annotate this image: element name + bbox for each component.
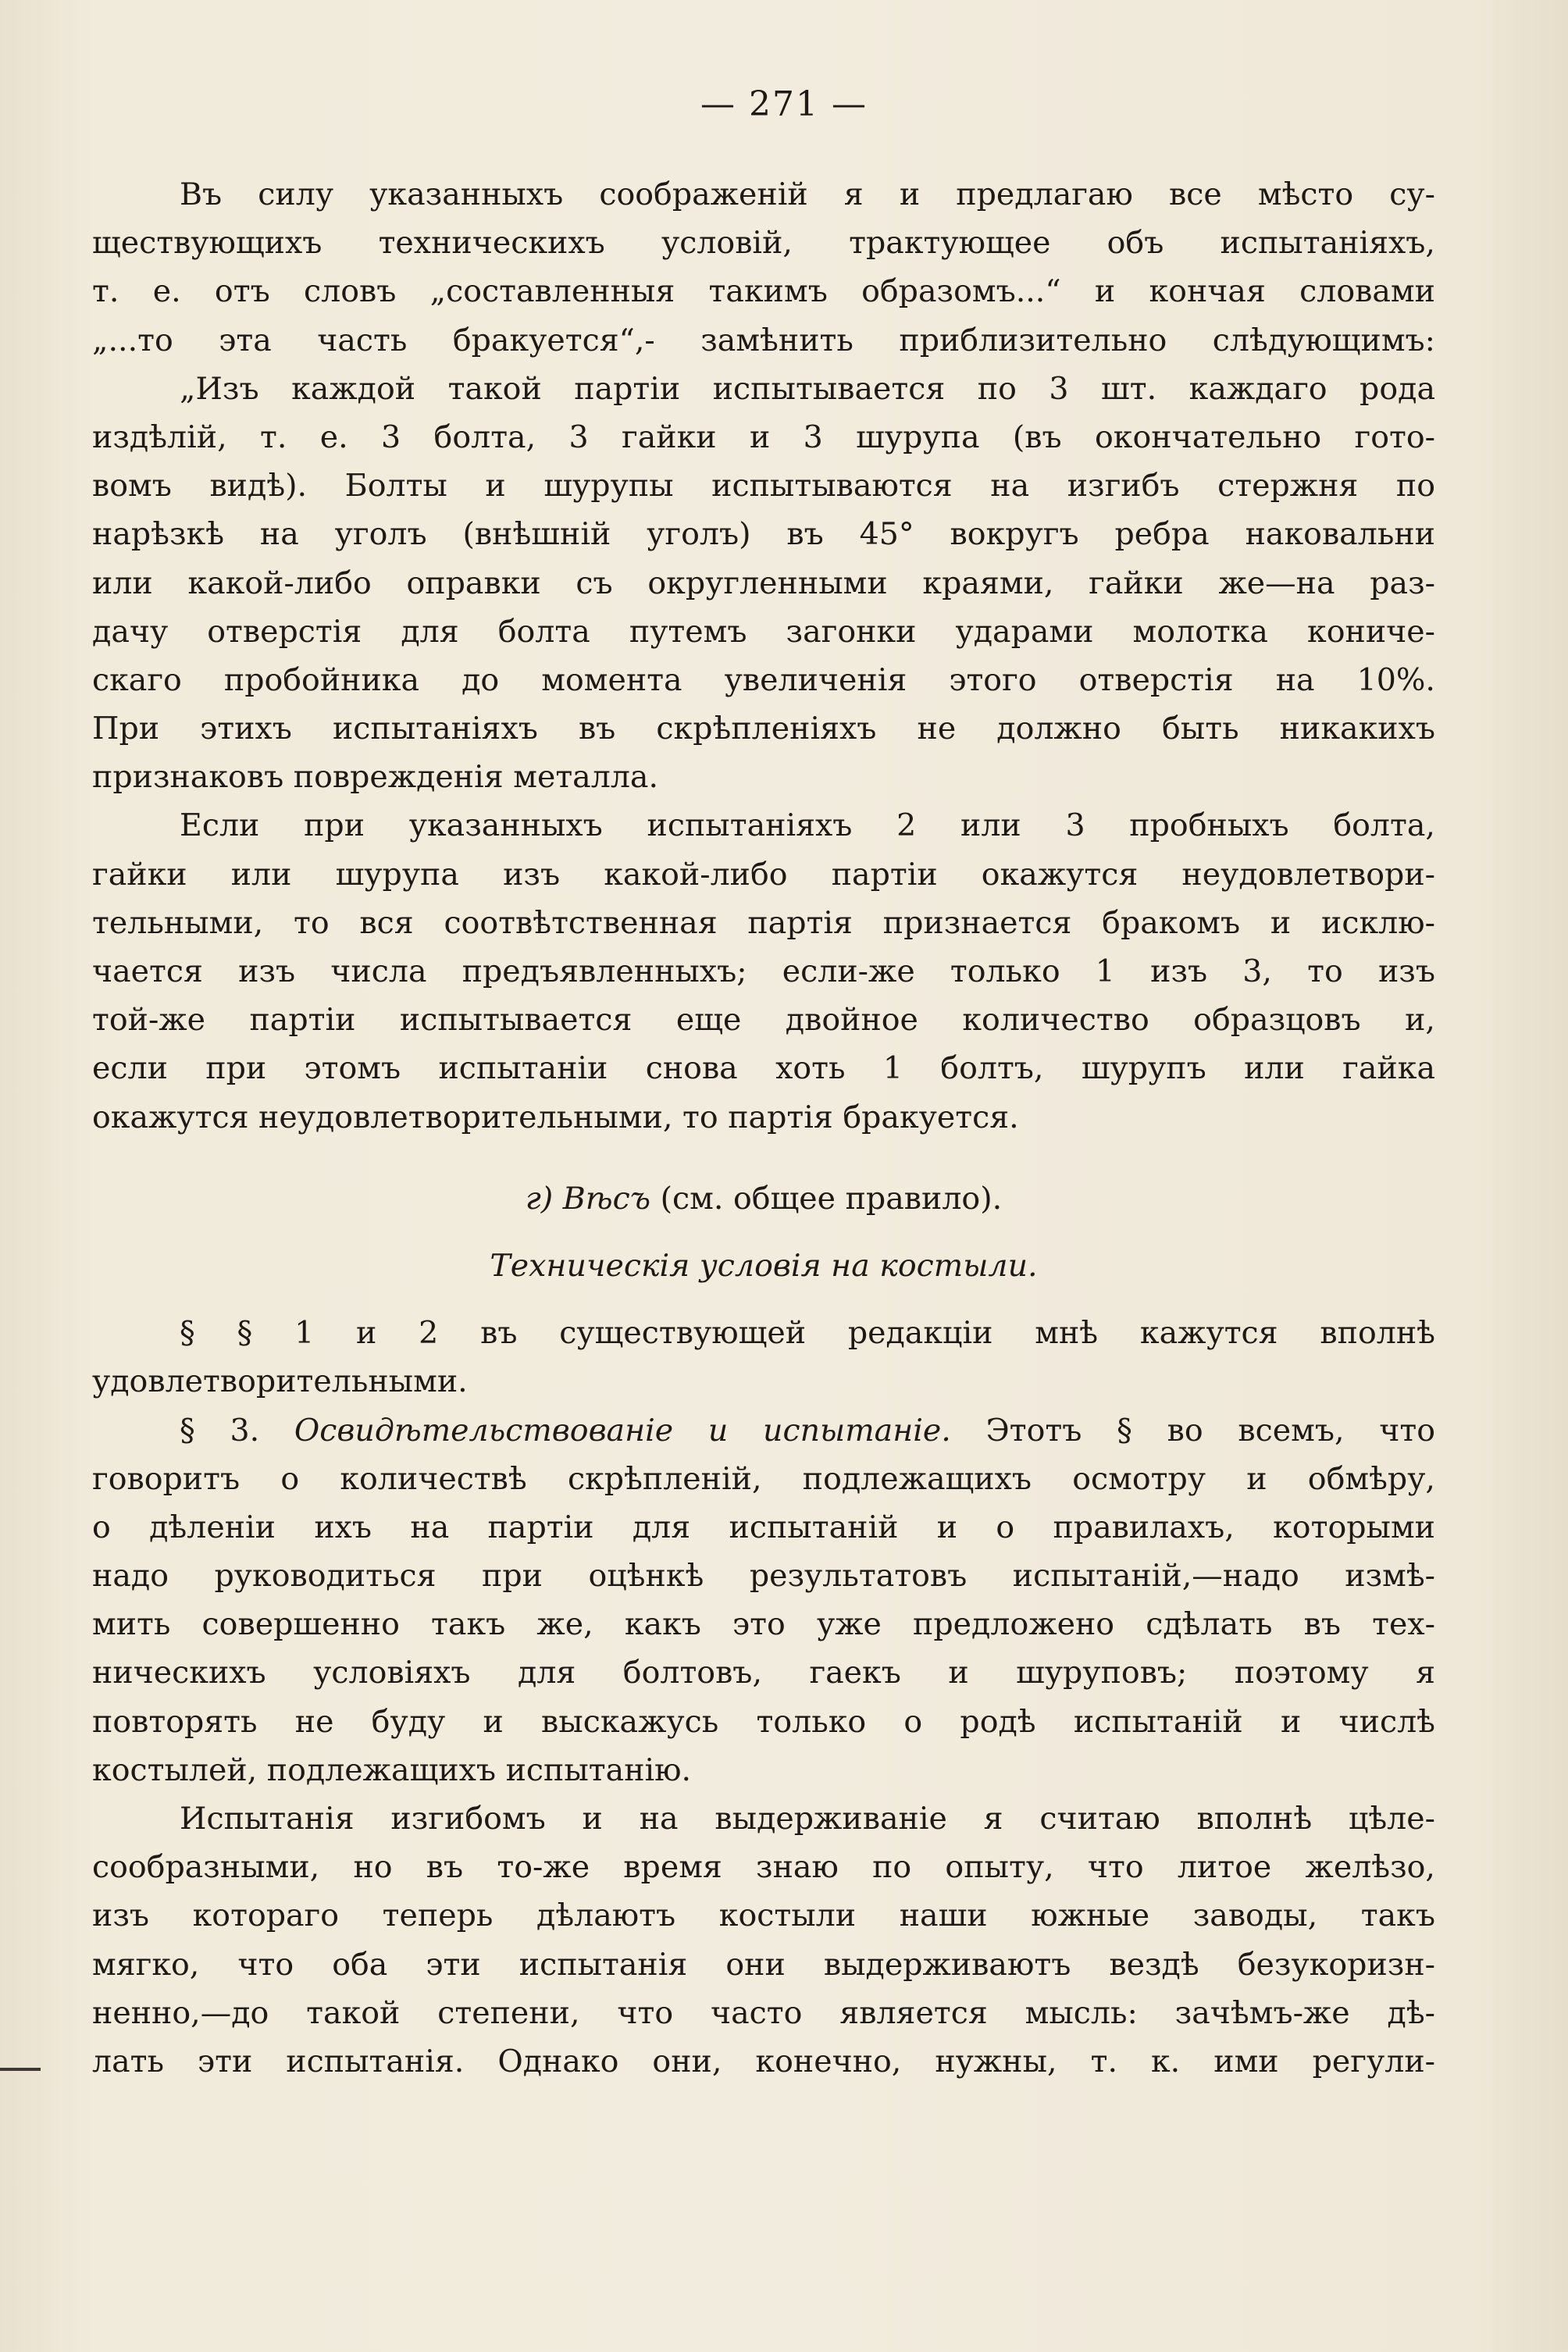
text-line: той-же партіи испытывается еще двойное количество образцовъ и,: [92, 1002, 1435, 1039]
paragraph-3-line: [92, 1406, 1435, 1455]
text-line: § § 1 и 2 въ существующей редакціи мнѣ кажутся вполнѣ: [180, 1315, 1435, 1352]
section-heading: Техническія условія на костыли.: [490, 1247, 1038, 1284]
text-line: „Изъ каждой такой партіи испытывается по 3 шт. каждаго рода: [180, 370, 1435, 407]
text-line: гайки или шурупа изъ какой-либо партіи окажутся неудовлетвори-: [92, 856, 1435, 893]
text-line: скаго пробойника до момента увеличенія этого отверстія на 10%.: [92, 661, 1435, 698]
text-line: костылей, подлежащихъ испытанію.: [92, 1752, 692, 1788]
section-weight-note: (см. общее правило).: [660, 1180, 1003, 1217]
text-line: издѣлій, т. е. 3 болта, 3 гайки и 3 шурупа (въ окончательно гото-: [92, 419, 1435, 455]
text-line: дачу отверстія для болта путемъ загонки ударами молотка кониче-: [92, 613, 1435, 650]
text-line: о дѣленіи ихъ на партіи для испытаній и о правилахъ, которыми: [92, 1509, 1435, 1545]
paragraph-title: Освидѣтельствованіе и испытаніе.: [294, 1412, 951, 1449]
text-line: Испытанія изгибомъ и на выдерживаніе я считаю вполнѣ цѣле-: [180, 1801, 1435, 1837]
text-line: чается изъ числа предъявленныхъ; если-же только 1 изъ 3, то изъ: [92, 953, 1435, 989]
text-line: повторять не буду и выскажусь только о родѣ испытаній и числѣ: [92, 1703, 1435, 1740]
text-line: удовлетворительными.: [92, 1363, 468, 1400]
spacer: [92, 1290, 1435, 1309]
text-line: признаковъ поврежденія металла.: [92, 759, 659, 796]
text-line: говоритъ о количествѣ скрѣпленій, подлежащихъ осмотру и обмѣру,: [92, 1460, 1435, 1497]
section-weight-label: г) Вѣсъ: [525, 1180, 651, 1217]
spacer: [92, 1142, 1435, 1174]
text-line: тельными, то вся соотвѣтственная партія признается бракомъ и исклю-: [92, 904, 1435, 941]
text-line: изъ котораго теперь дѣлаютъ костыли наши южные заводы, такъ: [92, 1898, 1435, 1934]
page-number: — 271 —: [700, 84, 868, 124]
spacer: [92, 1223, 1435, 1242]
text-line: окажутся неудовлетворительными, то партія бракуется.: [92, 1099, 1019, 1135]
section-weight-heading: [92, 1174, 1435, 1223]
paragraph-number: § 3.: [180, 1412, 260, 1449]
text-line: ществующихъ техническихъ условій, трактующее объ испытаніяхъ,: [92, 225, 1435, 262]
text-line: ненно,—до такой степени, что часто является мысль: зачѣмъ-же дѣ-: [92, 1994, 1435, 2031]
text-line: сообразными, но въ то-же время знаю по опыту, что литое желѣзо,: [92, 1849, 1435, 1886]
text-line: если при этомъ испытаніи снова хоть 1 болтъ, шурупъ или гайка: [92, 1050, 1435, 1087]
text-line: При этихъ испытаніяхъ въ скрѣпленіяхъ не должно быть никакихъ: [92, 711, 1435, 747]
text-line: надо руководиться при оцѣнкѣ результатовъ испытаній,—надо измѣ-: [92, 1558, 1435, 1595]
binding-edge-mark: [0, 2068, 41, 2071]
text-line: нарѣзкѣ на уголъ (внѣшній уголъ) въ 45° вокругъ ребра наковальни: [92, 516, 1435, 553]
text-line: „...то эта часть бракуется“,- замѣнить приблизительно слѣдующимъ:: [92, 322, 1435, 358]
text-line: вомъ видѣ). Болты и шурупы испытываются на изгибъ стержня по: [92, 468, 1435, 504]
text-line: Если при указанныхъ испытаніяхъ 2 или 3 пробныхъ болта,: [180, 807, 1435, 844]
text-line: ническихъ условіяхъ для болтовъ, гаекъ и шуруповъ; поэтому я: [92, 1655, 1435, 1691]
text-line: мить совершенно такъ же, какъ это уже предложено сдѣлать въ тех-: [92, 1606, 1435, 1643]
body-text: [92, 170, 1435, 2086]
text-line: Въ силу указанныхъ соображеній я и предлагаю все мѣсто су-: [180, 176, 1435, 212]
text-line: или какой-либо оправки съ округленными краями, гайки же—на раз-: [92, 565, 1435, 601]
text-line: лать эти испытанія. Однако они, конечно, нужны, т. к. ими регули-: [92, 2043, 1435, 2079]
text-line: мягко, что оба эти испытанія они выдерживаютъ вездѣ безукоризн-: [92, 1946, 1435, 1983]
text-line: т. е. отъ словъ „составленныя такимъ образомъ...“ и кончая словами: [92, 273, 1435, 310]
paragraph-lead: Этотъ § во всемъ, что: [985, 1412, 1435, 1449]
